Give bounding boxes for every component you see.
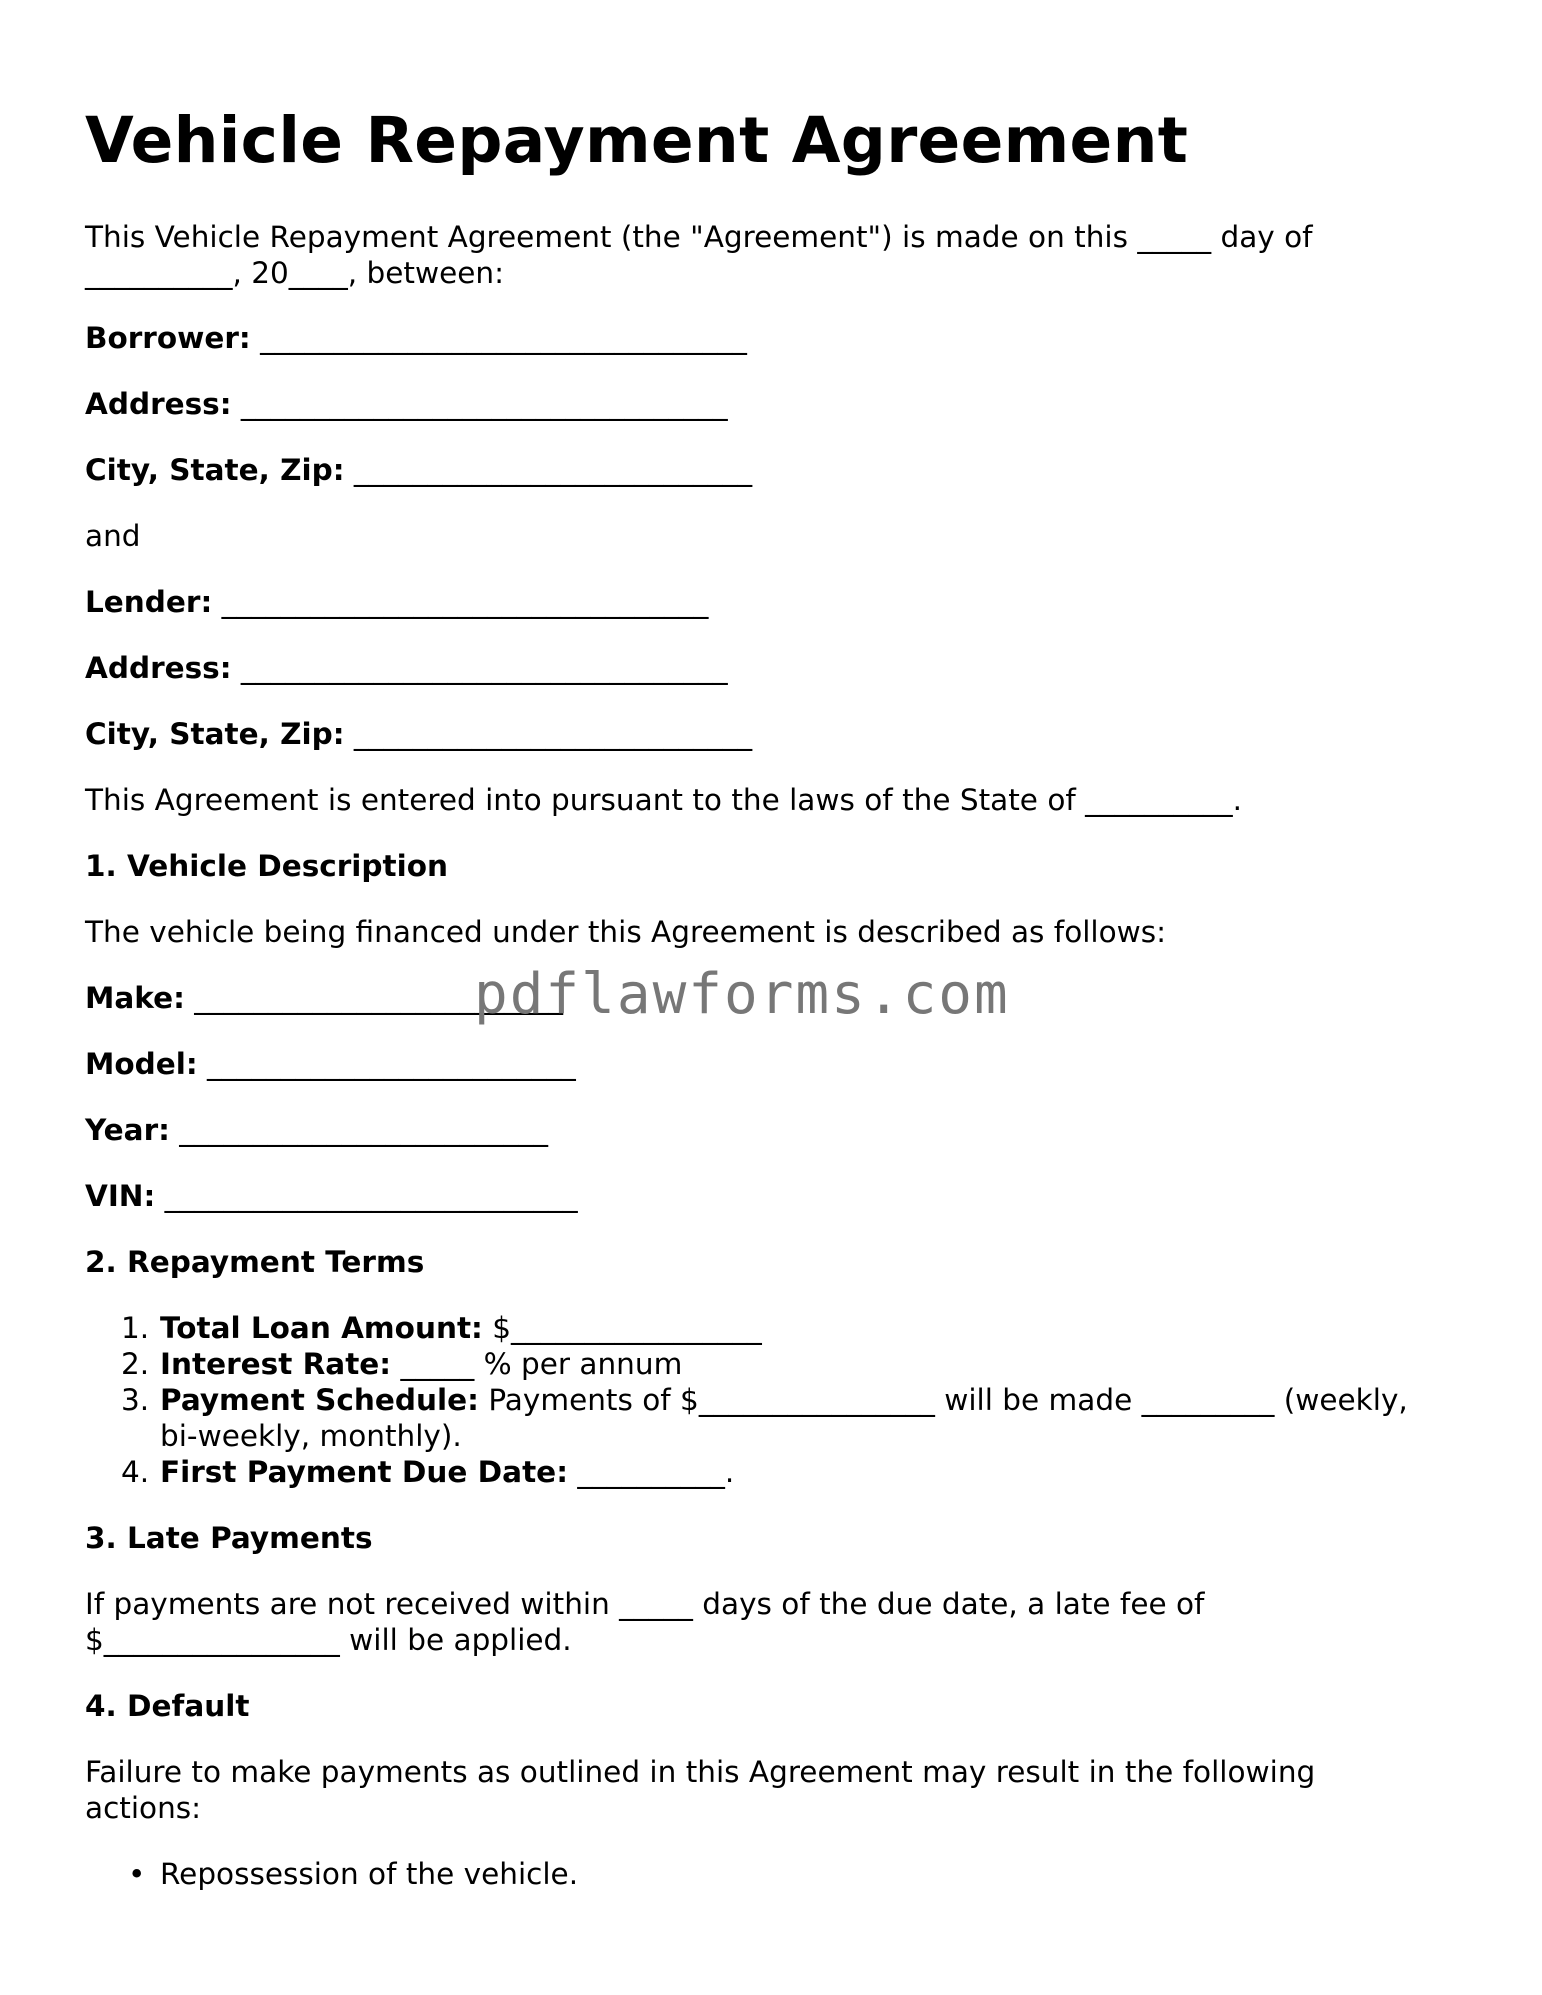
- lender-blank: _________________________________: [212, 585, 709, 619]
- watermark: pdflawforms.com: [474, 962, 1010, 1027]
- term-text: $_________________: [482, 1311, 762, 1345]
- list-number: 2.: [121, 1347, 150, 1381]
- repayment-terms-list: [85, 1310, 1408, 1490]
- term-label: First Payment Due Date:: [160, 1455, 568, 1489]
- lender-label: Lender:: [85, 585, 213, 619]
- late-line-1: If payments are not received within _____ days of the due date, a late fee of: [85, 1587, 1205, 1621]
- default-line-2: actions:: [85, 1791, 202, 1825]
- section-4-heading: 4. Default: [85, 1689, 250, 1723]
- borrower-address-blank: _________________________________: [231, 387, 728, 421]
- term-text: Payments of $________________ will be made _________ (weekly,: [478, 1383, 1408, 1417]
- document-title: Vehicle Repayment Agreement: [85, 104, 1189, 177]
- section-1-heading: 1. Vehicle Description: [85, 849, 449, 883]
- list-item: [85, 1454, 1408, 1490]
- borrower-blank: _________________________________: [250, 321, 747, 355]
- lender-field: [85, 584, 708, 620]
- lender-address-field: [85, 650, 728, 686]
- vin-field: [85, 1178, 578, 1214]
- lender-city-label: City, State, Zip:: [85, 717, 345, 751]
- bullet-text: Repossession of the vehicle.: [160, 1857, 579, 1891]
- bullet-icon: •: [128, 1857, 146, 1891]
- borrower-city-label: City, State, Zip:: [85, 453, 345, 487]
- list-item: [85, 1310, 1408, 1346]
- term-label: Interest Rate:: [160, 1347, 392, 1381]
- vin-blank: ____________________________: [155, 1179, 578, 1213]
- vin-label: VIN:: [85, 1179, 156, 1213]
- term-text-continued: bi-weekly, monthly).: [160, 1419, 462, 1453]
- default-actions-list: [85, 1856, 578, 1892]
- section-3-heading: 3. Late Payments: [85, 1521, 373, 1555]
- section-2-heading: 2. Repayment Terms: [85, 1245, 425, 1279]
- borrower-city-blank: ___________________________: [344, 453, 753, 487]
- list-number: 3.: [121, 1383, 150, 1417]
- model-blank: _________________________: [197, 1047, 576, 1081]
- borrower-address-label: Address:: [85, 387, 232, 421]
- borrower-address-field: [85, 386, 728, 422]
- list-number: 1.: [121, 1311, 150, 1345]
- year-blank: _________________________: [169, 1113, 549, 1147]
- year-field: [85, 1112, 548, 1148]
- lender-city-field: [85, 716, 752, 752]
- and-text: and: [85, 519, 141, 553]
- make-blank: _________________________: [184, 981, 564, 1015]
- list-item: [85, 1856, 578, 1892]
- borrower-field: [85, 320, 747, 356]
- lender-address-label: Address:: [85, 651, 232, 685]
- make-label: Make:: [85, 981, 185, 1015]
- term-label: Payment Schedule:: [160, 1383, 479, 1417]
- term-label: Total Loan Amount:: [160, 1311, 483, 1345]
- year-label: Year:: [85, 1113, 170, 1147]
- term-text: __________.: [568, 1455, 735, 1489]
- list-item: [85, 1382, 1408, 1454]
- model-field: [85, 1046, 576, 1082]
- borrower-label: Borrower:: [85, 321, 251, 355]
- intro-line-2: __________, 20____, between:: [85, 256, 505, 290]
- late-line-2: $________________ will be applied.: [85, 1623, 572, 1657]
- lender-city-blank: ___________________________: [344, 717, 753, 751]
- model-label: Model:: [85, 1047, 198, 1081]
- section-1-text: The vehicle being financed under this Agreement is described as follows:: [85, 915, 1167, 949]
- intro-line-1: This Vehicle Repayment Agreement (the "Agreement") is made on this _____ day of: [85, 220, 1313, 254]
- default-line-1: Failure to make payments as outlined in this Agreement may result in the following: [85, 1755, 1316, 1789]
- list-number: 4.: [121, 1455, 150, 1489]
- borrower-city-field: [85, 452, 752, 488]
- term-text: _____ % per annum: [391, 1347, 683, 1381]
- list-item: [85, 1346, 1408, 1382]
- lender-address-blank: _________________________________: [231, 651, 728, 685]
- laws-text: This Agreement is entered into pursuant to the laws of the State of __________.: [85, 783, 1243, 817]
